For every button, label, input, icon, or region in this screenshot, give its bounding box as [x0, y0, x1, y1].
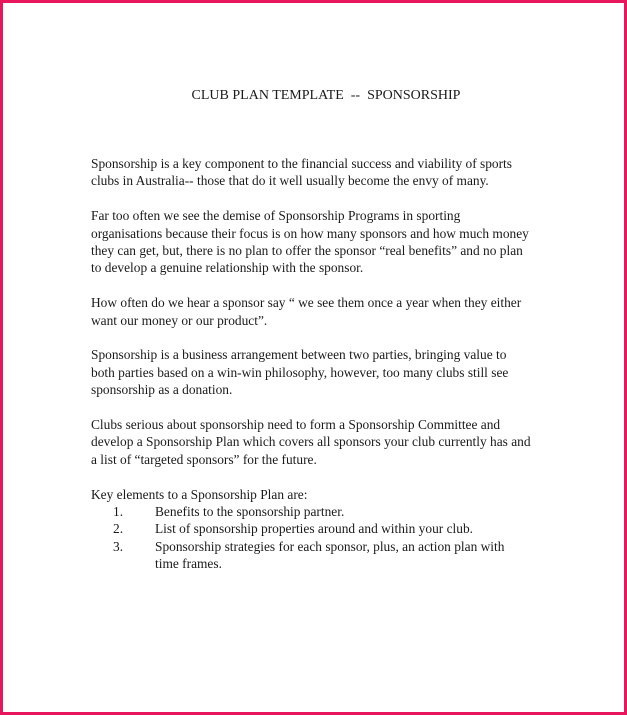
paragraph-intro: Sponsorship is a key component to the financial success and viability of sports clubs in Australia-- those that do it well usually become the envy of many.	[91, 156, 512, 189]
list-item	[91, 520, 531, 537]
paragraph-sponsor-quote: How often do we hear a sponsor say “ we see them once a year when they either want our money or our product”.	[91, 295, 522, 328]
paragraph-demise: Far too often we see the demise of Sponsorship Programs in sporting organisations because their focus is on how many sponsors and how much money they can get, but, there is no plan to offer the sponsor “real benefits” and no plan to develop a genuine relationship with the sponsor.	[91, 208, 529, 276]
key-elements-list	[91, 503, 531, 573]
paragraph-sponsorship-committee: Clubs serious about sponsorship need to form a Sponsorship Committee and develop a Sponsorship Plan which covers all sponsors your club currently has and a list of “targeted sponsors” for the future.	[91, 417, 531, 467]
list-item-text: Benefits to the sponsorship partner.	[155, 504, 345, 520]
document-body	[91, 155, 531, 573]
key-elements-heading: Key elements to a Sponsorship Plan are:	[91, 486, 308, 502]
list-item-text: Sponsorship strategies for each sponsor, plus, an action plan with time frames.	[155, 538, 505, 572]
list-item-number: 2.	[113, 521, 124, 537]
list-item	[91, 503, 531, 520]
list-item	[91, 538, 531, 573]
document-title: CLUB PLAN TEMPLATE -- SPONSORSHIP	[191, 88, 461, 103]
paragraph-business-arrangement: Sponsorship is a business arrangement between two parties, bringing value to both parties based on a win-win philosophy, however, too many clubs still see sponsorship as a donation.	[91, 347, 509, 398]
list-item-text: List of sponsorship properties around and within your club.	[155, 521, 473, 537]
list-item-number: 1.	[113, 504, 124, 520]
list-item-number: 3.	[113, 538, 124, 554]
